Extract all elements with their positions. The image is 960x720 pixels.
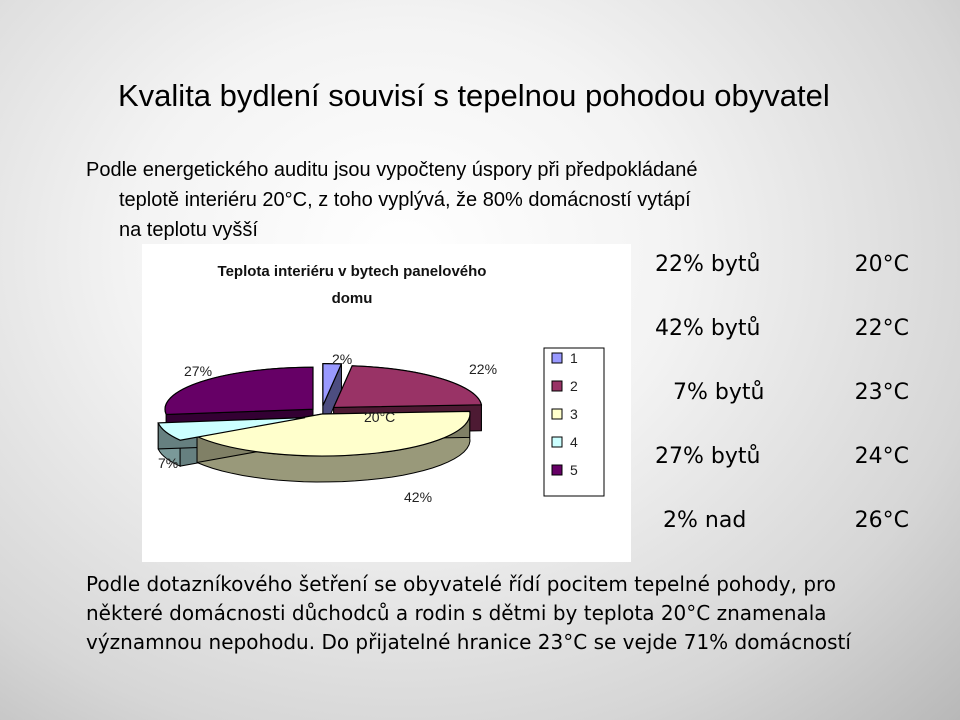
- pie-slice: [334, 366, 482, 408]
- footer-line: Podle dotazníkového šetření se obyvatelé řídí pocitem tepelné pohody, pro: [86, 572, 837, 596]
- pie-annotation: 20°C: [364, 409, 396, 425]
- intro-line: Podle energetického auditu jsou vypočteny úspory při předpokládané: [86, 159, 698, 181]
- pie-data-label: 27%: [184, 363, 213, 379]
- chart-title-line: domu: [331, 290, 373, 307]
- legend-swatch: [552, 465, 562, 475]
- pie-chart: [142, 244, 631, 562]
- pie-data-label: 42%: [404, 489, 433, 505]
- intro-line: na teplotu vyšší: [119, 219, 258, 241]
- intro-text: [86, 155, 846, 245]
- legend-swatch: [552, 381, 562, 391]
- temp-cell: 22°C: [854, 316, 909, 341]
- legend-label: 5: [570, 462, 578, 478]
- table-row: [655, 252, 915, 282]
- share-cell: 22% bytů: [655, 252, 761, 277]
- footer-text: [86, 570, 946, 657]
- share-cell: 2% nad: [663, 508, 747, 533]
- intro-line: teplotě interiéru 20°C, z toho vyplývá, že 80% domácností vytápí: [119, 189, 691, 211]
- table-row: [655, 316, 915, 346]
- pie-data-label: 7%: [158, 455, 179, 471]
- legend-swatch: [552, 353, 562, 363]
- pie-data-label: 22%: [469, 361, 498, 377]
- legend-label: 1: [570, 350, 578, 366]
- table-row: [655, 508, 915, 538]
- temp-cell: 23°C: [854, 380, 909, 405]
- share-cell: 27% bytů: [655, 444, 761, 469]
- temp-cell: 20°C: [854, 252, 909, 277]
- temp-cell: 26°C: [854, 508, 909, 533]
- legend-swatch: [552, 437, 562, 447]
- chart-title-line: Teplota interiéru v bytech panelového: [217, 263, 487, 280]
- footer-line: některé domácnosti důchodců a rodin s dětmi by teplota 20°C znamenala: [86, 601, 827, 625]
- legend-swatch: [552, 409, 562, 419]
- pie-data-label: 2%: [332, 351, 353, 367]
- legend-label: 4: [570, 434, 578, 450]
- table-row: [655, 444, 915, 474]
- share-cell: 42% bytů: [655, 316, 761, 341]
- legend-label: 2: [570, 378, 578, 394]
- footer-line: významnou nepohodu. Do přijatelné hranice 23°C se vejde 71% domácností: [86, 630, 851, 654]
- table-row: [655, 380, 915, 410]
- slide-title: Kvalita bydlení souvisí s tepelnou pohodou obyvatel: [118, 78, 830, 113]
- temp-cell: 24°C: [854, 444, 909, 469]
- legend-label: 3: [570, 406, 578, 422]
- share-cell: 7% bytů: [673, 380, 765, 405]
- pie-chart-svg: [142, 244, 631, 562]
